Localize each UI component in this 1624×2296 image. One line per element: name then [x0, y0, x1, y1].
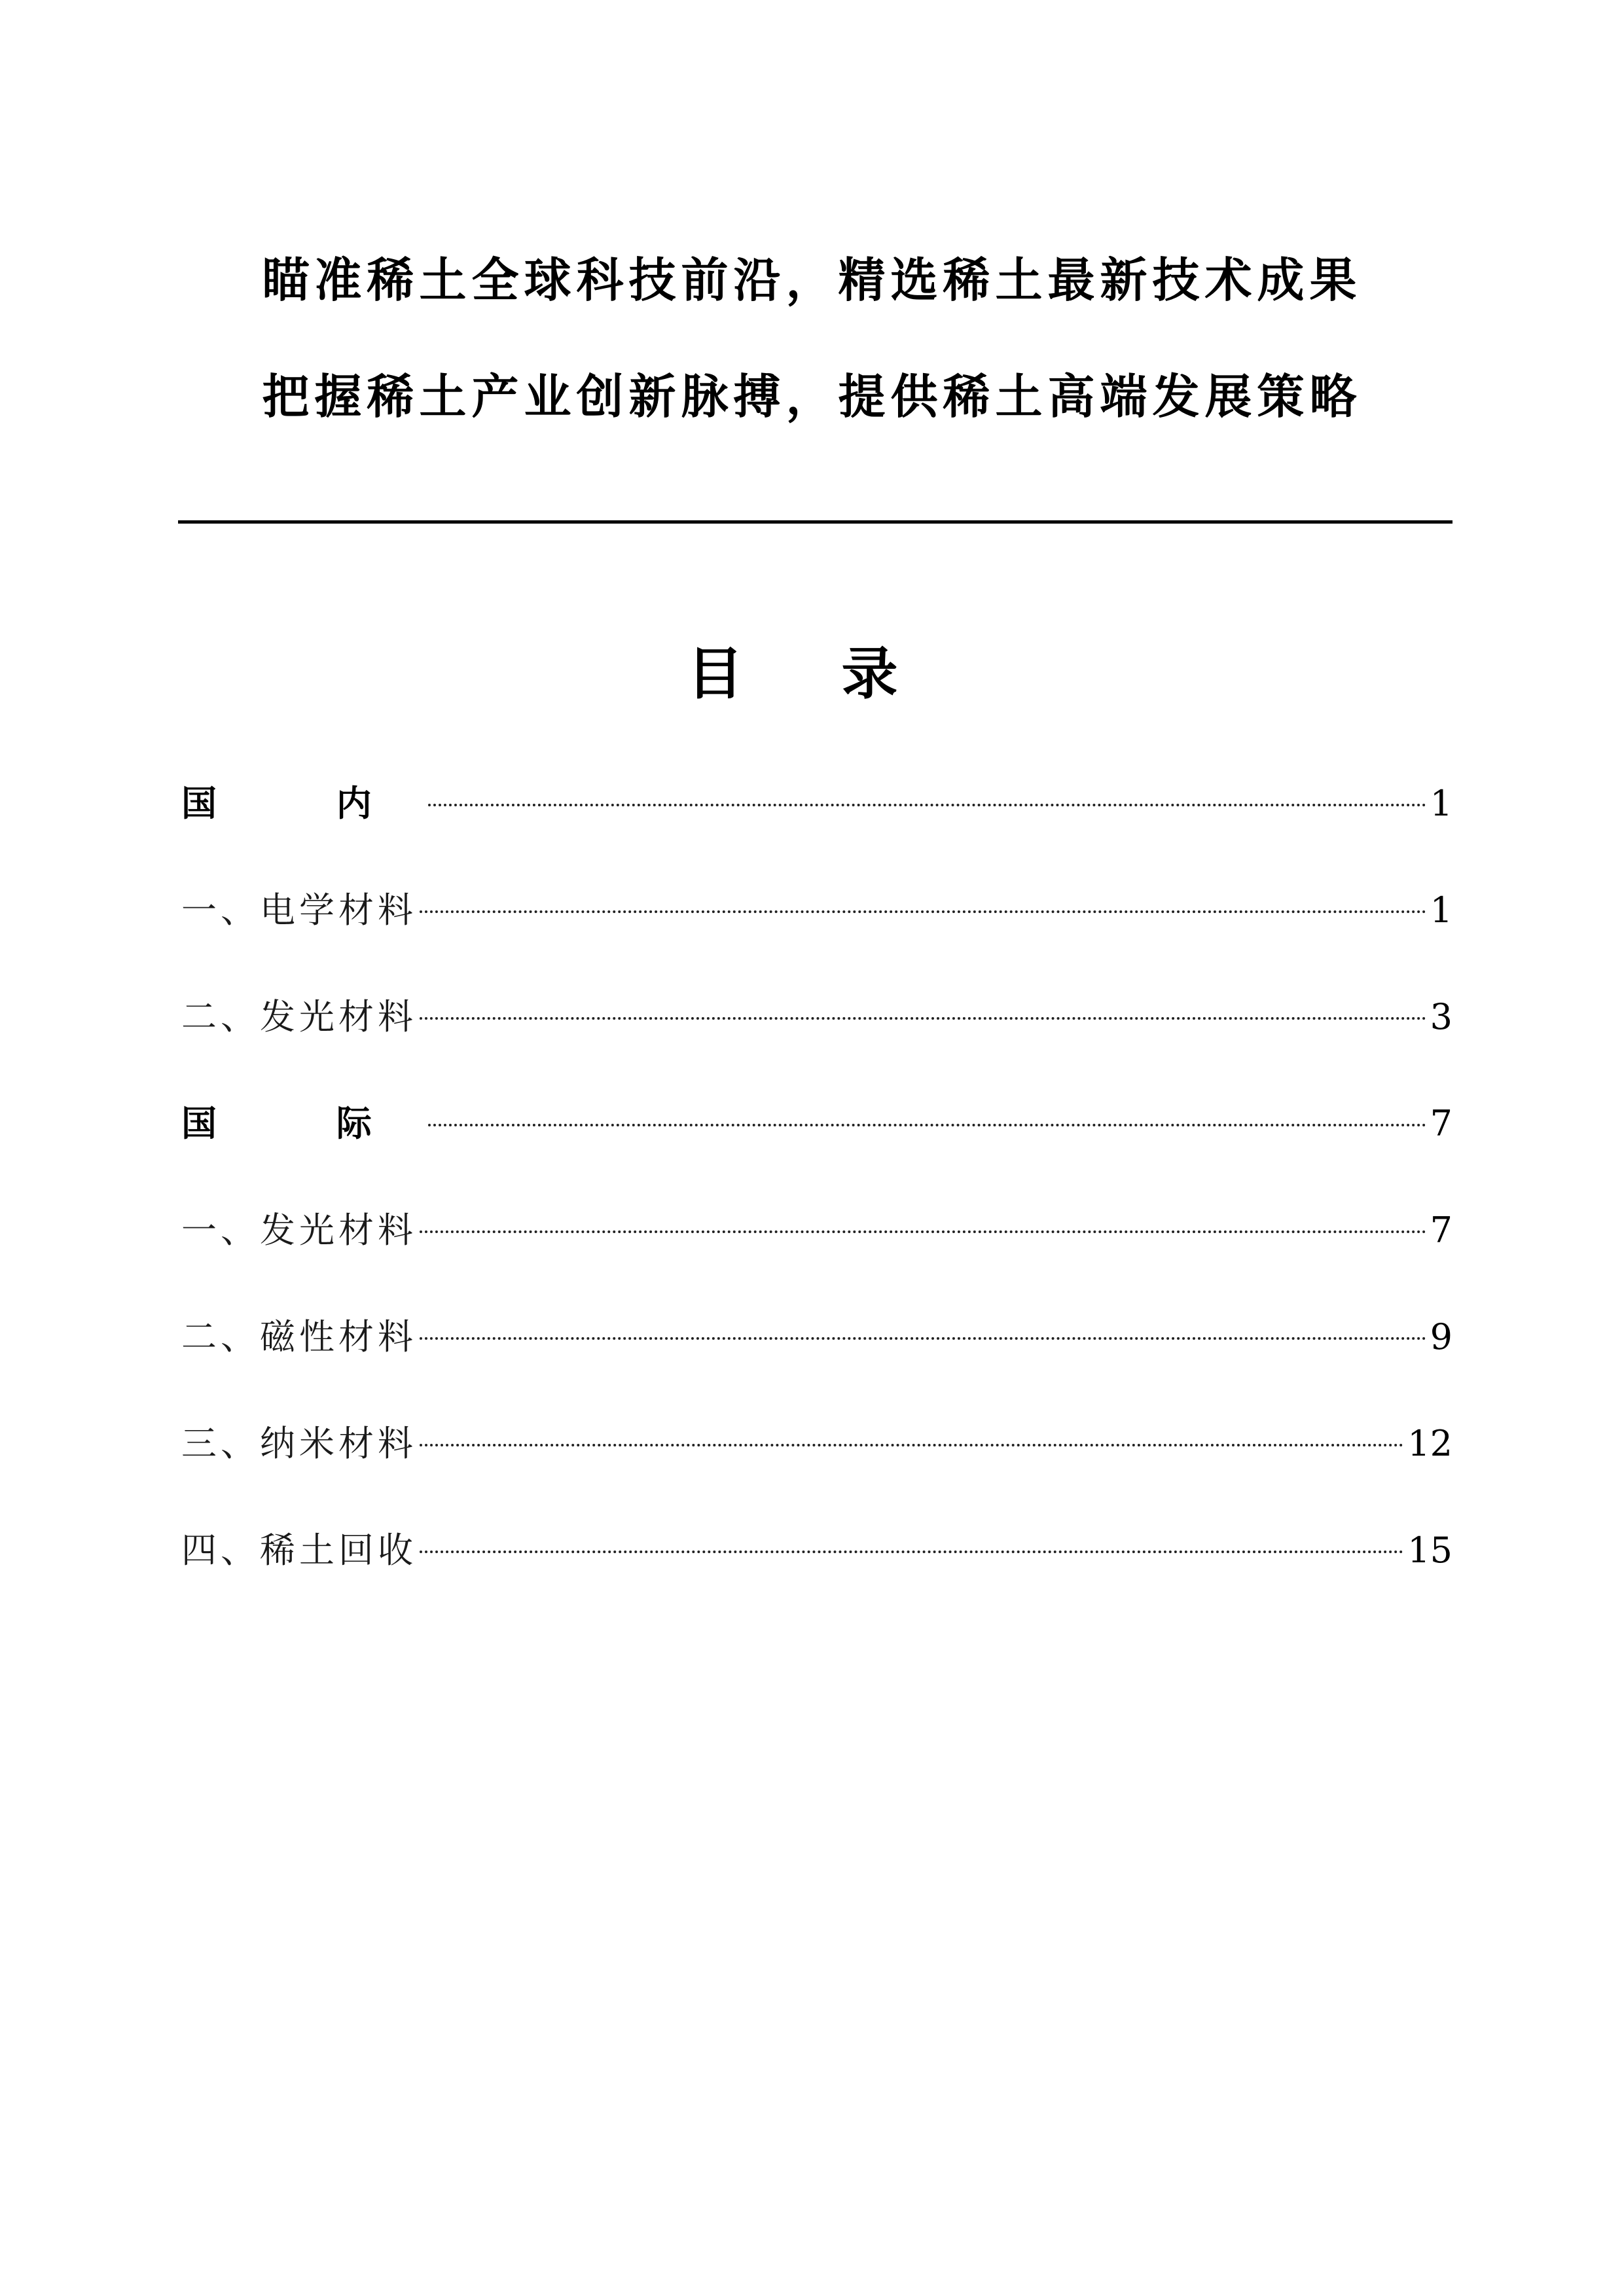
toc-dot-leader — [420, 1444, 1403, 1446]
header-slogan-line-1: 瞄准稀土全球科技前沿，精选稀土最新技术成果 — [262, 253, 1362, 308]
toc-entry-label: 四、稀土回收 — [181, 1530, 417, 1571]
header-slogan-line-2: 把握稀土产业创新脉搏，提供稀土高端发展策略 — [262, 369, 1362, 424]
toc-entry-page-number: 1 — [1430, 783, 1453, 824]
toc-dot-leader — [428, 804, 1426, 806]
toc-entry-label: 二、磁性材料 — [181, 1316, 417, 1357]
toc-entry-label: 三、纳米材料 — [181, 1423, 417, 1464]
toc-title: 目 录 — [687, 641, 937, 707]
toc-dot-leader — [420, 1017, 1426, 1020]
toc-dot-leader — [420, 1230, 1426, 1233]
toc-entry-page-number: 9 — [1430, 1316, 1453, 1357]
header-divider — [178, 520, 1453, 524]
toc-entry-label: 国 内 — [181, 783, 425, 824]
toc-dot-leader — [420, 1551, 1403, 1553]
toc-entry-page-number: 12 — [1407, 1423, 1453, 1464]
toc-entry-luminescent-materials-international[interactable] — [181, 1199, 1453, 1306]
toc-entry-label: 一、发光材料 — [181, 1210, 417, 1251]
toc-entry-international[interactable] — [181, 1092, 1453, 1199]
toc-entry-rare-earth-recycling[interactable] — [181, 1519, 1453, 1626]
toc-entry-label: 国 际 — [181, 1103, 425, 1144]
table-of-contents — [181, 772, 1453, 1626]
toc-entry-page-number: 1 — [1430, 889, 1453, 931]
toc-entry-page-number: 7 — [1430, 1210, 1453, 1251]
toc-entry-page-number: 7 — [1430, 1103, 1453, 1144]
toc-entry-nano-materials[interactable] — [181, 1412, 1453, 1519]
toc-entry-page-number: 15 — [1407, 1530, 1453, 1571]
toc-dot-leader — [428, 1124, 1426, 1126]
toc-entry-page-number: 3 — [1430, 996, 1453, 1037]
toc-entry-electrical-materials[interactable] — [181, 879, 1453, 986]
toc-entry-label: 一、电学材料 — [181, 889, 417, 931]
toc-dot-leader — [420, 1337, 1426, 1340]
toc-entry-label: 二、发光材料 — [181, 996, 417, 1037]
toc-entry-domestic[interactable] — [181, 772, 1453, 879]
toc-entry-magnetic-materials[interactable] — [181, 1306, 1453, 1412]
toc-dot-leader — [420, 910, 1426, 913]
toc-entry-luminescent-materials-domestic[interactable] — [181, 986, 1453, 1092]
